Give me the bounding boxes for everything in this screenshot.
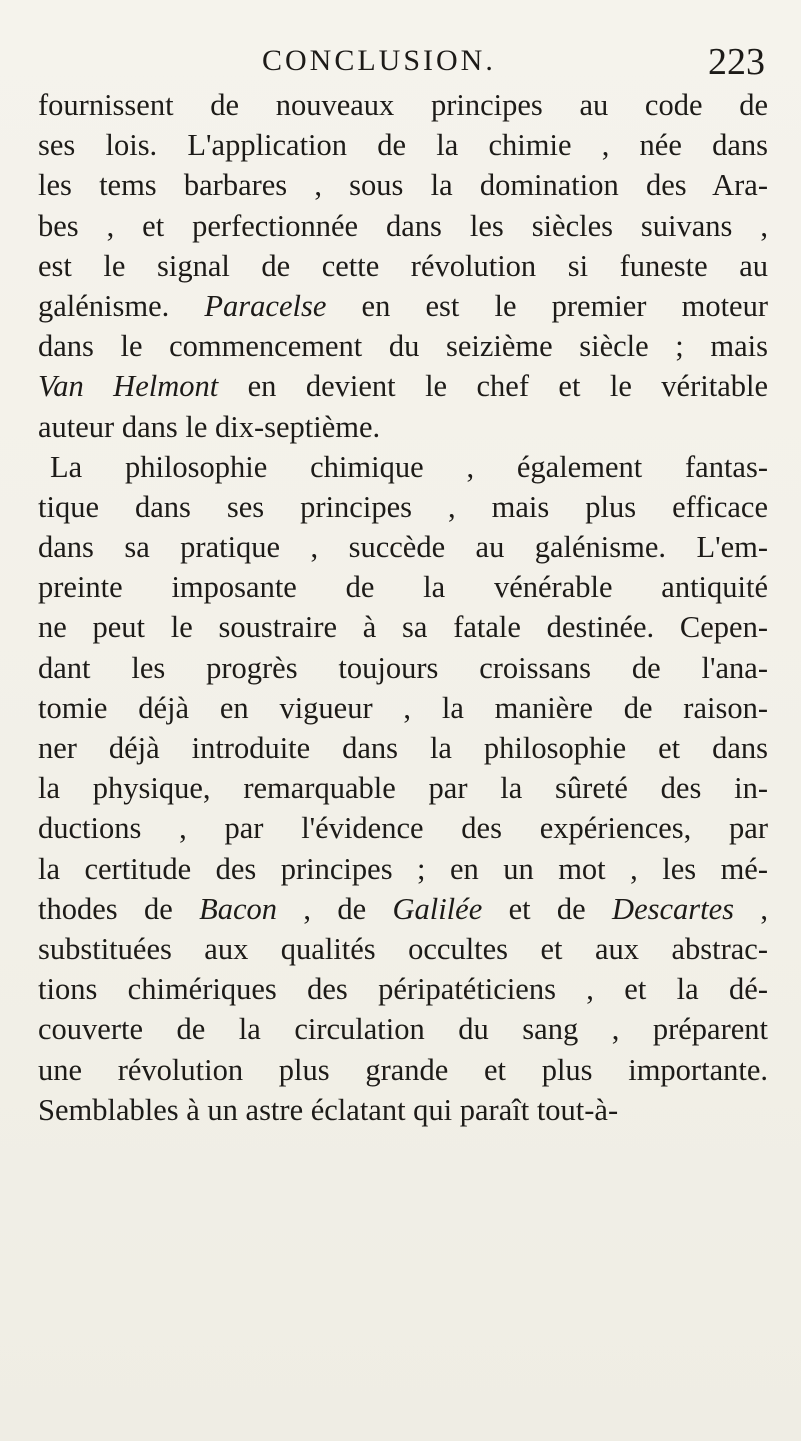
text-run: dans sa pratique , succède au galénisme. L'em- bbox=[38, 530, 768, 565]
text-line bbox=[38, 849, 768, 889]
text-line bbox=[38, 768, 768, 808]
text-line bbox=[38, 688, 768, 728]
text-line bbox=[38, 969, 768, 1009]
text-run: la physique, remarquable par la sûreté des in- bbox=[38, 771, 768, 806]
text-line bbox=[38, 728, 768, 768]
text-line bbox=[38, 607, 768, 647]
text-run: la certitude des principes ; en un mot , les mé- bbox=[38, 851, 768, 886]
text-line bbox=[38, 125, 768, 165]
text-run: , de bbox=[277, 891, 393, 926]
text-line bbox=[38, 326, 768, 366]
italic-name: Descartes bbox=[612, 891, 735, 926]
text-run: tions chimériques des péripatéticiens , et la dé- bbox=[38, 972, 768, 1007]
text-run: galénisme. bbox=[38, 288, 205, 323]
text-run: preinte imposante de la vénérable antiquité bbox=[38, 570, 768, 605]
text-run: en devient le chef et le véritable bbox=[218, 369, 768, 404]
page-number: 223 bbox=[708, 41, 765, 83]
text-line bbox=[38, 85, 768, 125]
text-run: fournissent de nouveaux principes au code de bbox=[38, 88, 768, 122]
text-run: ner déjà introduite dans la philosophie et dans bbox=[38, 731, 768, 765]
text-line bbox=[38, 567, 768, 607]
text-line bbox=[38, 447, 768, 487]
text-run: est le signal de cette révolution si funeste au bbox=[38, 248, 768, 283]
text-run: Semblables à un astre éclatant qui paraît tout-à- bbox=[38, 1092, 619, 1127]
text-line bbox=[38, 487, 768, 527]
text-run: tique dans ses principes , mais plus efficace bbox=[38, 489, 768, 524]
text-line bbox=[38, 246, 768, 286]
text-line bbox=[38, 808, 768, 848]
text-run: auteur dans le dix-septième. bbox=[38, 409, 381, 444]
italic-name: Bacon bbox=[199, 891, 278, 926]
italic-name: Paracelse bbox=[204, 288, 327, 323]
text-run: substituées aux qualités occultes et aux abstrac- bbox=[38, 931, 768, 966]
text-line bbox=[38, 165, 768, 205]
text-line bbox=[38, 648, 768, 688]
text-line bbox=[38, 527, 768, 567]
text-run: en est le premier moteur bbox=[326, 288, 768, 323]
text-line bbox=[38, 366, 768, 406]
text-run: , bbox=[734, 891, 768, 926]
text-run: les tems barbares , sous la domination des Ara- bbox=[38, 168, 768, 203]
text-run: ne peut le soustraire à sa fatale destinée. Cepen- bbox=[38, 610, 768, 645]
text-line bbox=[38, 889, 768, 929]
body-text bbox=[38, 85, 768, 1130]
text-run: dans le commencement du seizième siècle ; mais bbox=[38, 329, 768, 364]
running-head: CONCLUSION. bbox=[262, 44, 496, 77]
text-run: tomie déjà en vigueur , la manière de raison- bbox=[38, 690, 768, 725]
text-line bbox=[38, 1009, 768, 1049]
text-run: dant les progrès toujours croissans de l'ana- bbox=[38, 650, 768, 685]
text-line bbox=[38, 286, 768, 326]
text-line bbox=[38, 1050, 768, 1090]
italic-name: Van Helmont bbox=[38, 369, 219, 404]
text-line bbox=[38, 407, 768, 447]
text-run: bes , et perfectionnée dans les siècles suivans , bbox=[38, 208, 768, 243]
text-run: ses lois. L'application de la chimie , née dans bbox=[38, 128, 768, 163]
text-run: thodes de bbox=[38, 891, 200, 926]
text-line bbox=[38, 206, 768, 246]
text-run: ductions , par l'évidence des expériences, par bbox=[38, 811, 768, 846]
text-line bbox=[38, 929, 768, 969]
text-run: La philosophie chimique , également fantas- bbox=[50, 449, 768, 484]
text-run: une révolution plus grande et plus importante. bbox=[38, 1052, 768, 1087]
text-run: couverte de la circulation du sang , préparent bbox=[38, 1012, 768, 1047]
italic-name: Galilée bbox=[392, 891, 483, 926]
text-line bbox=[38, 1090, 768, 1130]
text-run: et de bbox=[482, 891, 613, 926]
